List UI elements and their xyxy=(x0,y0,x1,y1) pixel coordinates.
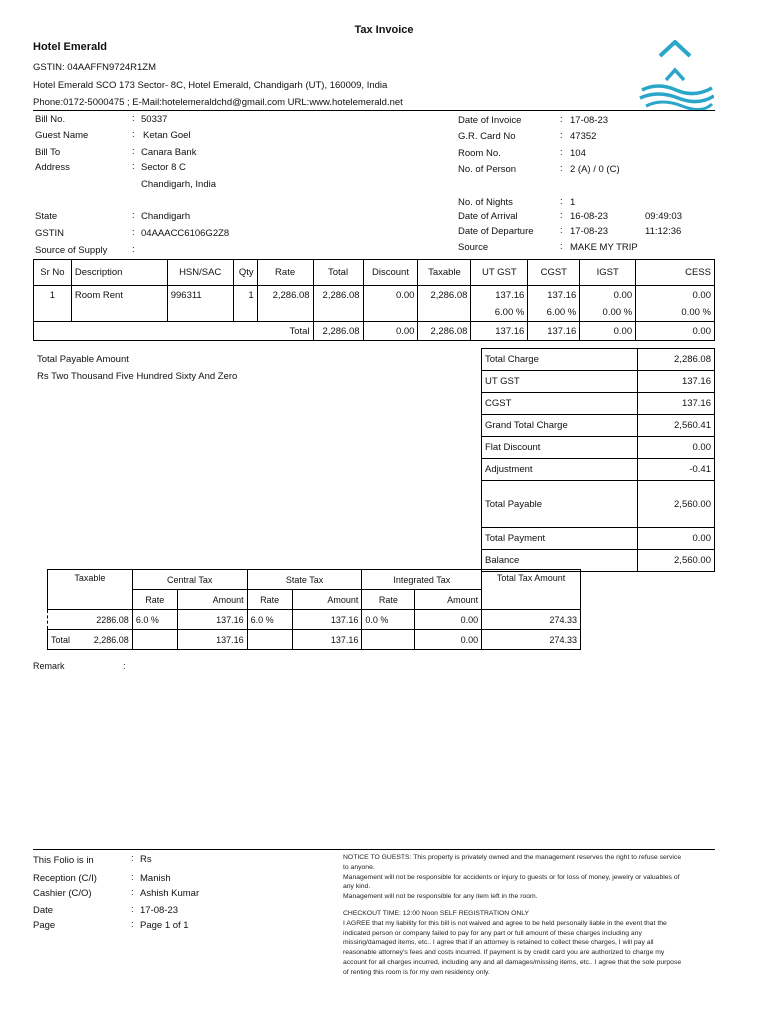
address-line-1: Sector 8 C xyxy=(141,162,186,173)
tax-s-rate: 6.0 % xyxy=(247,610,292,630)
invoice-date-label: Date of Invoice xyxy=(458,115,522,126)
colon: : xyxy=(131,872,134,883)
hotel-contact: Phone:0172-5000475 ; E-Mail:hotelemeraldchd@gmail.com URL:www.hotelemerald.net xyxy=(33,97,403,108)
cell-utgst: 137.16 xyxy=(471,286,528,305)
guest-name-value: Ketan Goel xyxy=(143,130,191,141)
summary-value: 2,560.00 xyxy=(638,550,715,572)
total-cgst: 137.16 xyxy=(528,322,580,341)
gr-card-label: G.R. Card No xyxy=(458,131,516,142)
h-taxable: Taxable xyxy=(48,570,133,610)
page-value: Page 1 of 1 xyxy=(140,920,189,931)
summary-value: 0.00 xyxy=(638,528,715,550)
tax-total-cell xyxy=(48,630,133,650)
hotel-name: Hotel Emerald xyxy=(33,41,107,53)
col-header: IGST xyxy=(580,260,636,286)
tax-taxable: 2286.08 xyxy=(48,610,133,630)
persons-value: 2 (A) / 0 (C) xyxy=(570,164,620,175)
summary-label: CGST xyxy=(482,393,638,415)
gstin-label: GSTIN xyxy=(35,228,65,239)
total-cess: 0.00 xyxy=(636,322,715,341)
summary-label: Balance xyxy=(482,550,638,572)
summary-row xyxy=(482,393,715,415)
summary-label: Total Charge xyxy=(482,349,638,371)
summary-label: Total Payment xyxy=(482,528,638,550)
summary-label: Total Payable xyxy=(482,481,638,528)
folio-label: This Folio is in xyxy=(33,855,94,866)
source-value: MAKE MY TRIP xyxy=(570,242,638,253)
total-utgst: 137.16 xyxy=(471,322,528,341)
summary-value: -0.41 xyxy=(638,459,715,481)
colon: : xyxy=(132,146,135,157)
col-header: CESS xyxy=(636,260,715,286)
colon: : xyxy=(560,147,563,158)
h-amount: Amount xyxy=(292,590,362,610)
colon: : xyxy=(132,161,135,172)
colon: : xyxy=(560,241,563,252)
total-discount: 0.00 xyxy=(363,322,418,341)
cell-igst-rate: 0.00 % xyxy=(580,305,636,322)
date-label: Date xyxy=(33,905,54,916)
persons-label: No. of Person xyxy=(458,164,517,175)
cell-cess-rate: 0.00 % xyxy=(636,305,715,322)
cell-hsn: 996311 xyxy=(167,286,233,305)
payable-label: Total Payable Amount xyxy=(37,354,129,365)
hotel-logo xyxy=(636,40,714,112)
state-label: State xyxy=(35,211,58,222)
summary-label: Flat Discount xyxy=(482,437,638,459)
cell-cgst: 137.16 xyxy=(528,286,580,305)
departure-label: Date of Departure xyxy=(458,226,534,237)
total-label: Total xyxy=(34,322,314,341)
arrival-time: 09:49:03 xyxy=(645,211,682,222)
bill-no-value: 50337 xyxy=(141,114,168,125)
col-header: Description xyxy=(71,260,167,286)
colon: : xyxy=(131,887,134,898)
colon: : xyxy=(560,130,563,141)
col-header: UT GST xyxy=(471,260,528,286)
summary-row xyxy=(482,371,715,393)
tax-header-row xyxy=(48,570,581,590)
source-label: Source xyxy=(458,242,489,253)
checkout-notice: CHECKOUT TIME: 12:00 Noon SELF REGISTRATION ONLY xyxy=(343,909,530,917)
colon: : xyxy=(132,244,135,255)
invoice-date-value: 17-08-23 xyxy=(570,115,609,126)
bill-to-value: Canara Bank xyxy=(141,147,197,158)
colon: : xyxy=(132,210,135,221)
summary-row xyxy=(482,415,715,437)
h-amount: Amount xyxy=(177,590,247,610)
hotel-gstin: GSTIN: 04AAFFN9724R1ZM xyxy=(33,62,157,73)
summary-row xyxy=(482,459,715,481)
nights-label: No. of Nights xyxy=(458,197,513,208)
summary-row xyxy=(482,481,715,528)
cell-description: Room Rent xyxy=(71,286,167,305)
col-header: CGST xyxy=(528,260,580,286)
colon: : xyxy=(560,210,563,221)
h-integrated: Integrated Tax xyxy=(362,570,482,590)
summary-label: Adjustment xyxy=(482,459,638,481)
summary-value: 2,560.41 xyxy=(638,415,715,437)
h-rate: Rate xyxy=(247,590,292,610)
hotel-address: Hotel Emerald SCO 173 Sector- 8C, Hotel Emerald, Chandigarh (UT), 160009, India xyxy=(33,80,388,91)
h-amount: Amount xyxy=(415,590,482,610)
colon: : xyxy=(132,227,135,238)
col-header: Discount xyxy=(363,260,418,286)
colon: : xyxy=(131,853,134,864)
address-line-2: Chandigarh, India xyxy=(141,179,216,190)
summary-row xyxy=(482,437,715,459)
summary-value: 2,560.00 xyxy=(638,481,715,528)
notice-paragraph: NOTICE TO GUESTS: This property is privately owned and the management reserves the right to refuse service to anyone. xyxy=(343,854,682,871)
tax-total-c-amt: 137.16 xyxy=(177,630,247,650)
supply-label: Source of Supply xyxy=(35,245,108,256)
room-no-value: 104 xyxy=(570,148,586,159)
departure-time: 11:12:36 xyxy=(645,226,682,237)
address-label: Address xyxy=(35,162,70,173)
guest-name-label: Guest Name xyxy=(35,130,89,141)
tax-c-amt: 137.16 xyxy=(177,610,247,630)
h-total-tax: Total Tax Amount xyxy=(482,570,581,610)
payable-words: Rs Two Thousand Five Hundred Sixty And Zero xyxy=(37,371,238,382)
summary-value: 0.00 xyxy=(638,437,715,459)
tax-s-amt: 137.16 xyxy=(292,610,362,630)
nights-value: 1 xyxy=(570,197,576,208)
cell-total: 2,286.08 xyxy=(313,286,363,305)
cell-discount: 0.00 xyxy=(363,286,418,305)
remark-label: Remark xyxy=(33,661,65,671)
colon: : xyxy=(123,661,126,672)
bill-to-label: Bill To xyxy=(35,147,61,158)
h-state: State Tax xyxy=(247,570,362,590)
col-header: Taxable xyxy=(418,260,471,286)
col-header: Qty xyxy=(233,260,257,286)
reception-label: Reception (C/I) xyxy=(33,873,97,884)
tax-total-taxable: 2,286.08 xyxy=(93,634,129,645)
header-divider xyxy=(33,110,715,111)
total-total: 2,286.08 xyxy=(313,322,363,341)
cashier-label: Cashier (C/O) xyxy=(33,888,92,899)
gstin-value: 04AAACC6106G2Z8 xyxy=(141,228,230,239)
colon: : xyxy=(132,129,135,140)
notice-paragraph: Management will not be responsible for accidents or injury to guests or for loss of money, jewelry or valuables of any kind. xyxy=(343,873,680,891)
cell-cess: 0.00 xyxy=(636,286,715,305)
date-value: 17-08-23 xyxy=(140,905,179,916)
cell-cgst-rate: 6.00 % xyxy=(528,305,580,322)
footer-divider xyxy=(33,849,715,850)
gr-card-value: 47352 xyxy=(570,131,597,142)
notice-to-guests xyxy=(343,853,683,978)
h-rate: Rate xyxy=(132,590,177,610)
items-table xyxy=(33,259,715,341)
tax-total: 274.33 xyxy=(482,610,581,630)
h-rate: Rate xyxy=(362,590,415,610)
rate-row xyxy=(34,305,715,322)
summary-row xyxy=(482,349,715,371)
cell-qty: 1 xyxy=(233,286,257,305)
cell-rate: 2,286.08 xyxy=(257,286,313,305)
departure-date: 17-08-23 xyxy=(570,226,609,237)
colon: : xyxy=(560,114,563,125)
colon: : xyxy=(560,163,563,174)
col-header: HSN/SAC xyxy=(167,260,233,286)
summary-value: 2,286.08 xyxy=(638,349,715,371)
page-label: Page xyxy=(33,920,56,931)
table-row xyxy=(34,286,715,305)
tax-total-label: Total xyxy=(51,634,71,645)
col-header: Rate xyxy=(257,260,313,286)
tax-c-rate: 6.0 % xyxy=(132,610,177,630)
folio-value: Rs xyxy=(140,854,152,865)
invoice-title: Tax Invoice xyxy=(354,24,414,36)
summary-row xyxy=(482,528,715,550)
cell-sr: 1 xyxy=(34,286,72,305)
tax-total-amount: 274.33 xyxy=(482,630,581,650)
colon: : xyxy=(560,225,563,236)
tax-summary-table xyxy=(47,569,581,650)
tax-total-i-amt: 0.00 xyxy=(415,630,482,650)
cashier-value: Ashish Kumar xyxy=(140,888,200,899)
summary-label: UT GST xyxy=(482,371,638,393)
cell-igst: 0.00 xyxy=(580,286,636,305)
state-value: Chandigarh xyxy=(141,211,191,222)
reception-value: Manish xyxy=(140,873,171,884)
arrival-date: 16-08-23 xyxy=(570,211,609,222)
tax-i-amt: 0.00 xyxy=(415,610,482,630)
summary-label: Grand Total Charge xyxy=(482,415,638,437)
tax-total-row xyxy=(48,630,581,650)
total-igst: 0.00 xyxy=(580,322,636,341)
notice-paragraph: Management will not be responsible for any item left in the room. xyxy=(343,893,538,901)
colon: : xyxy=(131,904,134,915)
colon: : xyxy=(132,113,135,124)
agreement-paragraph: I AGREE that my liability for this bill is not waived and agree to be held personally liable in the event that the indicated person or company failed to pay for any part or full amount of these charges including any missing/damaged items, etc.. I agree that if an attorney is retained to collect these charges, I will pay all reasonable attorney's fees and costs incurred. If payment is by credit card you are authorized to charge my account for all charges incurred, including any and all damages/missing items, etc.. I agree that the sole purpose of renting this room is for my own residency only. xyxy=(343,919,682,976)
col-header: Sr No xyxy=(34,260,72,286)
arrival-label: Date of Arrival xyxy=(458,211,518,222)
items-total-row xyxy=(34,322,715,341)
summary-value: 137.16 xyxy=(638,371,715,393)
col-header: Total xyxy=(313,260,363,286)
total-taxable: 2,286.08 xyxy=(418,322,471,341)
colon: : xyxy=(560,196,563,207)
cell-taxable: 2,286.08 xyxy=(418,286,471,305)
h-central: Central Tax xyxy=(132,570,247,590)
charges-summary xyxy=(481,348,715,572)
room-no-label: Room No. xyxy=(458,148,501,159)
tax-total-s-amt: 137.16 xyxy=(292,630,362,650)
items-header-row xyxy=(34,260,715,286)
bill-no-label: Bill No. xyxy=(35,114,66,125)
cell-utgst-rate: 6.00 % xyxy=(471,305,528,322)
colon: : xyxy=(131,919,134,930)
tax-i-rate: 0.0 % xyxy=(362,610,415,630)
summary-value: 137.16 xyxy=(638,393,715,415)
table-row xyxy=(48,610,581,630)
